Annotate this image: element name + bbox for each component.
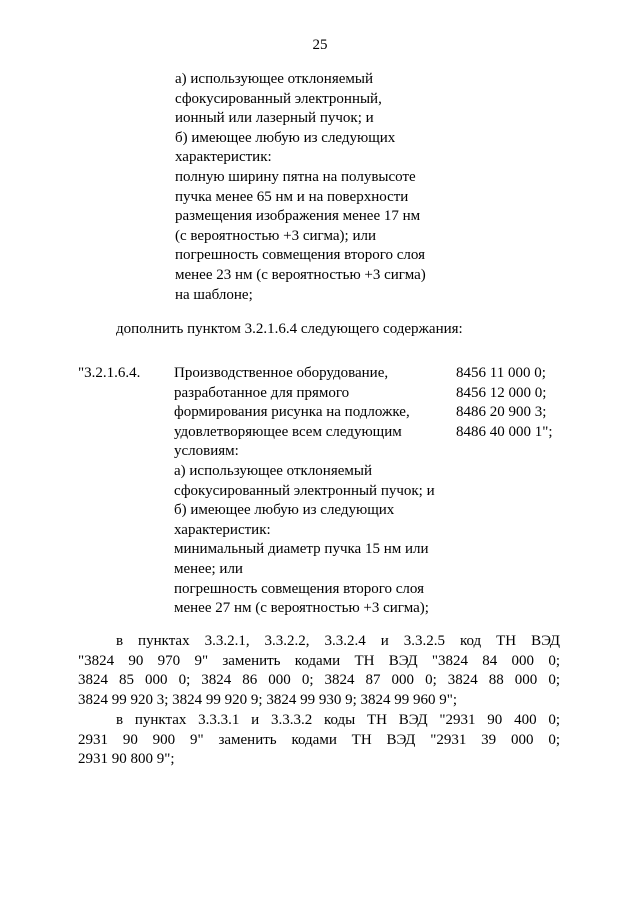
description-line: менее; или bbox=[174, 560, 243, 577]
description-line: Производственное оборудование, bbox=[174, 365, 389, 381]
amendment-text-block bbox=[175, 70, 495, 305]
text-line: менее 23 нм (с вероятностью +3 сигма) bbox=[175, 266, 426, 283]
page-number: 25 bbox=[312, 37, 328, 53]
text-line: сфокусированный электронный, bbox=[175, 90, 382, 107]
description-line: разработанное для прямого bbox=[174, 384, 350, 401]
paragraph-line: в пунктах 3.3.2.1, 3.3.2.2, 3.3.2.4 и 3.3.2.5 код ТН ВЭД bbox=[116, 633, 560, 649]
code-line: 8456 11 000 0; bbox=[456, 365, 546, 381]
text-line: ионный или лазерный пучок; и bbox=[175, 110, 374, 127]
text-line: а) использующее отклоняемый bbox=[175, 71, 373, 87]
description-line: б) имеющее любую из следующих bbox=[174, 502, 395, 519]
item-codes bbox=[456, 364, 576, 442]
paragraph-line: 2931 90 800 9"; bbox=[78, 751, 175, 768]
description-line: формирования рисунка на подложке, bbox=[174, 404, 410, 421]
description-line: минимальный диаметр пучка 15 нм или bbox=[174, 541, 429, 558]
paragraph-line: в пунктах 3.3.3.1 и 3.3.3.2 коды ТН ВЭД "2931 90 400 0; bbox=[116, 712, 560, 728]
text-line: размещения изображения менее 17 нм bbox=[175, 208, 421, 225]
description-line: менее 27 нм (с вероятностью +3 сигма); bbox=[174, 600, 429, 617]
paragraph-codes-3-3-3 bbox=[78, 711, 560, 770]
code-line: 8486 20 900 3; bbox=[456, 404, 547, 421]
code-line: 8456 12 000 0; bbox=[456, 384, 547, 401]
text-line: на шаблоне; bbox=[175, 286, 253, 303]
description-line: а) использующее отклоняемый bbox=[174, 462, 372, 479]
text-line: полную ширину пятна на полувысоте bbox=[175, 168, 416, 185]
paragraph-line: 2931 90 900 9" заменить кодами ТН ВЭД "2931 39 000 0; bbox=[78, 731, 560, 748]
text-line: характеристик: bbox=[175, 149, 272, 166]
paragraph-line: "3824 90 970 9" заменить кодами ТН ВЭД "3824 84 000 0; bbox=[78, 652, 560, 669]
paragraph-codes-3-3-2 bbox=[78, 632, 560, 710]
description-line: погрешность совмещения второго слоя bbox=[174, 580, 424, 597]
description-line: удовлетворяющее всем следующим bbox=[174, 423, 402, 440]
description-line: условиям: bbox=[174, 443, 239, 460]
description-line: сфокусированный электронный пучок; и bbox=[174, 482, 435, 499]
text-line: погрешность совмещения второго слоя bbox=[175, 247, 425, 264]
item-description bbox=[174, 364, 464, 619]
text-line: пучка менее 65 нм и на поверхности bbox=[175, 188, 409, 205]
text-line: б) имеющее любую из следующих bbox=[175, 129, 396, 146]
code-line: 8486 40 000 1"; bbox=[456, 423, 553, 440]
text-line: (с вероятностью +3 сигма); или bbox=[175, 227, 376, 244]
description-line: характеристик: bbox=[174, 521, 271, 538]
item-number: "3.2.1.6.4. bbox=[78, 365, 141, 381]
paragraph-line: 3824 85 000 0; 3824 86 000 0; 3824 87 000 0; 3824 88 000 0; bbox=[78, 672, 560, 689]
paragraph-line: 3824 99 920 3; 3824 99 920 9; 3824 99 930 9; 3824 99 960 9"; bbox=[78, 691, 458, 708]
intro-line: дополнить пунктом 3.2.1.6.4 следующего содержания: bbox=[116, 321, 463, 337]
